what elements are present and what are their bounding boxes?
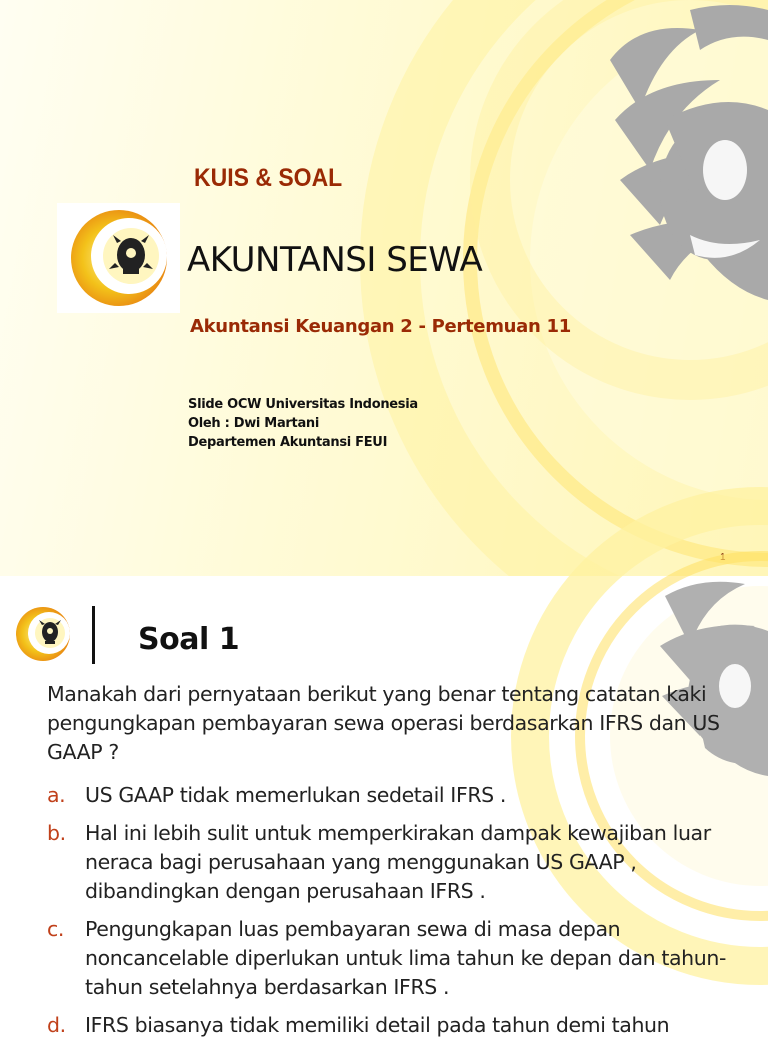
- option-text: Pengungkapan luas pembayaran sewa di masa depan noncancelable diperlukan untuk lima tahun ke depan dan tahun-tahun setelahnya berdasarkan IFRS .: [85, 917, 726, 999]
- option-text: US GAAP tidak memerlukan sedetail IFRS .: [85, 783, 507, 807]
- credit-line: Oleh : Dwi Martani: [188, 416, 320, 431]
- crescent-logo-icon: [15, 604, 75, 664]
- option-text: IFRS biasanya tidak memiliki detail pada tahun demi tahun: [85, 1013, 670, 1037]
- option-b: [47, 819, 737, 906]
- quiz-heading: KUIS & SOAL: [194, 164, 343, 192]
- option-a: [47, 781, 737, 810]
- university-logo: [15, 604, 75, 664]
- option-d: [47, 1011, 737, 1040]
- credit-line: Departemen Akuntansi FEUI: [188, 435, 388, 450]
- crescent-logo-icon: [57, 203, 180, 313]
- title-divider: [92, 606, 95, 664]
- question-title: Soal 1: [138, 622, 240, 657]
- option-letter: b.: [47, 821, 66, 845]
- slide-title: AKUNTANSI SEWA: [187, 240, 483, 280]
- option-c: [47, 915, 737, 1002]
- course-subtitle: Akuntansi Keuangan 2 - Pertemuan 11: [190, 316, 571, 337]
- question-text: Manakah dari pernyataan berikut yang benar tentang catatan kaki pengungkapan pembayaran sewa operasi berdasarkan IFRS dan US GAAP ?: [47, 682, 720, 764]
- university-logo: [57, 203, 180, 313]
- option-text: Hal ini lebih sulit untuk memperkirakan dampak kewajiban luar neraca bagi perusahaan yang menggunakan US GAAP , dibandingkan dengan perusahaan IFRS .: [85, 821, 711, 903]
- page-number: 1: [720, 552, 726, 563]
- credit-line: Slide OCW Universitas Indonesia: [188, 397, 418, 412]
- question-slide: [0, 576, 768, 1037]
- credits-block: [188, 395, 418, 452]
- answer-options: [47, 781, 737, 1049]
- option-letter: d.: [47, 1013, 66, 1037]
- option-letter: a.: [47, 783, 66, 807]
- option-letter: c.: [47, 917, 64, 941]
